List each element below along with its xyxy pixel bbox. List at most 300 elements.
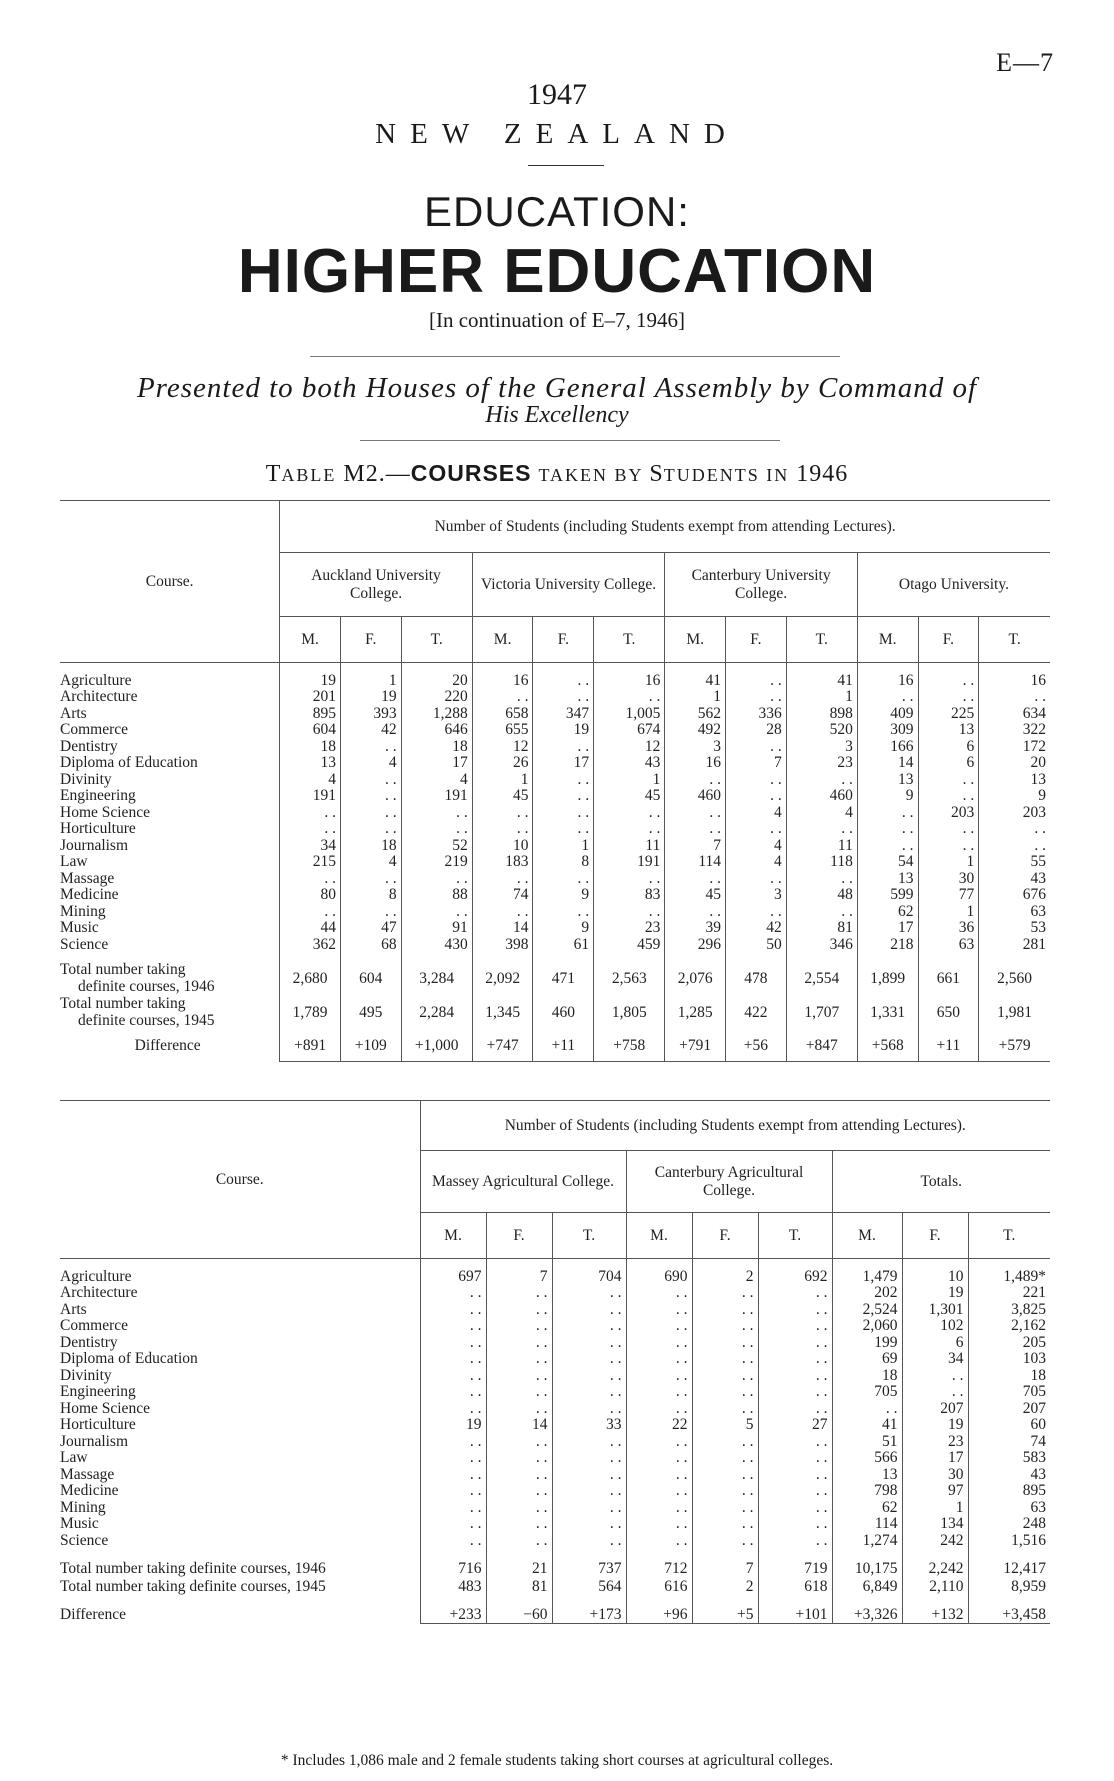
value-cell: 103 — [968, 1351, 1050, 1368]
table-row — [60, 937, 1050, 954]
value-cell: 676 — [979, 887, 1050, 904]
value-cell: 520 — [786, 722, 857, 739]
table-row — [60, 1434, 1050, 1451]
table-row — [60, 904, 1050, 921]
summary-value: +747 — [472, 1029, 533, 1062]
spacer-cell — [340, 953, 401, 961]
value-cell: 53 — [979, 920, 1050, 937]
value-cell: 6 — [918, 739, 979, 756]
value-cell: . . — [692, 1533, 758, 1550]
value-cell: 460 — [665, 788, 726, 805]
column-header-f: F. — [918, 617, 979, 663]
table-row — [60, 1417, 1050, 1434]
table-title-rest: TAKEN BY — [538, 465, 650, 485]
spacer-row — [60, 953, 1050, 961]
value-cell: 203 — [918, 805, 979, 822]
spacer-cell — [626, 1595, 692, 1605]
column-header-t: T. — [758, 1213, 832, 1259]
summary-value: +233 — [420, 1605, 486, 1624]
summary-value: 81 — [486, 1577, 552, 1595]
value-cell: . . — [692, 1285, 758, 1302]
spacer-cell — [758, 1259, 832, 1269]
summary-value: +568 — [857, 1029, 918, 1062]
spacer-cell — [340, 663, 401, 673]
table-row — [60, 854, 1050, 871]
value-cell: 45 — [472, 788, 533, 805]
footnote: * Includes 1,086 male and 2 female students taking short courses at agricultural colleges. — [280, 1752, 834, 1769]
college-header: Auckland University College. — [280, 553, 473, 617]
value-cell: 191 — [401, 788, 472, 805]
value-cell: . . — [594, 871, 665, 888]
spacer-cell — [60, 1549, 420, 1559]
spacer-cell — [692, 1595, 758, 1605]
course-name: Arts — [60, 704, 87, 722]
summary-value: +847 — [786, 1029, 857, 1062]
spacer-cell — [786, 953, 857, 961]
spacer-cell — [60, 1595, 420, 1605]
course-name: Horticulture — [60, 1416, 136, 1434]
summary-value: 2,680 — [280, 961, 341, 995]
value-cell: . . — [857, 838, 918, 855]
value-cell: 225 — [918, 706, 979, 723]
value-cell: . . — [533, 739, 594, 756]
spacer-cell — [420, 1549, 486, 1559]
value-cell: 74 — [472, 887, 533, 904]
value-cell: 80 — [280, 887, 341, 904]
value-cell: 704 — [552, 1269, 626, 1286]
value-cell: 63 — [968, 1500, 1050, 1517]
table-row — [60, 1351, 1050, 1368]
value-cell: 4 — [726, 838, 787, 855]
college-header: Totals. — [832, 1151, 1050, 1213]
value-cell: . . — [626, 1335, 692, 1352]
value-cell: 11 — [594, 838, 665, 855]
value-cell: . . — [486, 1351, 552, 1368]
value-cell: . . — [692, 1450, 758, 1467]
spacer-row — [60, 1595, 1050, 1605]
value-cell: 10 — [472, 838, 533, 855]
value-cell: . . — [552, 1335, 626, 1352]
value-cell: 23 — [594, 920, 665, 937]
value-cell: . . — [692, 1467, 758, 1484]
value-cell: 166 — [857, 739, 918, 756]
value-cell: . . — [626, 1500, 692, 1517]
value-cell: . . — [626, 1434, 692, 1451]
value-cell: . . — [979, 838, 1050, 855]
value-cell: 36 — [918, 920, 979, 937]
spacer-row — [60, 1259, 1050, 1269]
value-cell: . . — [340, 739, 401, 756]
value-cell: . . — [758, 1351, 832, 1368]
summary-label — [60, 995, 280, 1029]
table-title-year: 1946 — [796, 461, 849, 487]
value-cell: . . — [420, 1351, 486, 1368]
value-cell: 42 — [340, 722, 401, 739]
value-cell: . . — [280, 871, 341, 888]
value-cell: . . — [692, 1318, 758, 1335]
value-cell: 51 — [832, 1434, 902, 1451]
course-name: Diploma of Education — [60, 754, 198, 772]
spacer-cell — [420, 1259, 486, 1269]
value-cell: 34 — [280, 838, 341, 855]
table-title-prefix-cap: T — [265, 461, 282, 487]
course-name: Horticulture — [60, 820, 136, 838]
value-cell: . . — [420, 1500, 486, 1517]
value-cell: . . — [758, 1335, 832, 1352]
value-cell: 30 — [902, 1467, 968, 1484]
value-cell: . . — [692, 1302, 758, 1319]
value-cell: 1,005 — [594, 706, 665, 723]
column-header-m: M. — [857, 617, 918, 663]
value-cell: 62 — [857, 904, 918, 921]
value-cell: 8 — [533, 854, 594, 871]
spacer-cell — [979, 953, 1050, 961]
summary-label — [60, 961, 280, 995]
table-row — [60, 1401, 1050, 1418]
value-cell: . . — [340, 871, 401, 888]
value-cell: 34 — [902, 1351, 968, 1368]
summary-value: 618 — [758, 1577, 832, 1595]
value-cell: . . — [979, 689, 1050, 706]
value-cell: 60 — [968, 1417, 1050, 1434]
column-header-m: M. — [472, 617, 533, 663]
value-cell: . . — [665, 904, 726, 921]
value-cell: . . — [726, 821, 787, 838]
table-row — [60, 920, 1050, 937]
value-cell: 13 — [832, 1467, 902, 1484]
value-cell: 17 — [533, 755, 594, 772]
summary-value: 8,959 — [968, 1577, 1050, 1595]
value-cell: 1 — [594, 772, 665, 789]
value-cell: 63 — [979, 904, 1050, 921]
column-header-m: M. — [665, 617, 726, 663]
summary-value: 1,331 — [857, 995, 918, 1029]
spacer-cell — [832, 1549, 902, 1559]
value-cell: 8 — [340, 887, 401, 904]
value-cell: . . — [626, 1401, 692, 1418]
value-cell: . . — [420, 1516, 486, 1533]
value-cell: 17 — [902, 1450, 968, 1467]
summary-label-line: definite courses, 1946 — [78, 978, 215, 995]
value-cell: 281 — [979, 937, 1050, 954]
spacer-cell — [552, 1259, 626, 1269]
summary-value: 2,560 — [979, 961, 1050, 995]
value-cell: 16 — [472, 673, 533, 690]
table-row — [60, 706, 1050, 723]
value-cell: . . — [726, 772, 787, 789]
table-row — [60, 1483, 1050, 1500]
summary-value: +1,000 — [401, 1029, 472, 1062]
value-cell: . . — [486, 1533, 552, 1550]
value-cell: 102 — [902, 1318, 968, 1335]
value-cell: . . — [665, 805, 726, 822]
course-name: Architecture — [60, 688, 138, 706]
value-cell: 41 — [832, 1417, 902, 1434]
spacer-cell — [552, 1549, 626, 1559]
value-cell: . . — [472, 689, 533, 706]
value-cell: . . — [340, 788, 401, 805]
value-cell: . . — [533, 871, 594, 888]
value-cell: 17 — [401, 755, 472, 772]
summary-label: Total number taking definite courses, 1945 — [60, 1577, 326, 1595]
value-cell: . . — [533, 673, 594, 690]
value-cell: 16 — [979, 673, 1050, 690]
value-cell: 43 — [979, 871, 1050, 888]
summary-value: 661 — [918, 961, 979, 995]
spacer-cell — [533, 953, 594, 961]
spacer-cell — [968, 1595, 1050, 1605]
column-header-m: M. — [280, 617, 341, 663]
value-cell: . . — [902, 1384, 968, 1401]
course-name: Architecture — [60, 1284, 138, 1302]
value-cell: . . — [472, 805, 533, 822]
value-cell: . . — [280, 805, 341, 822]
value-cell: 23 — [786, 755, 857, 772]
table-row — [60, 887, 1050, 904]
value-cell: 11 — [786, 838, 857, 855]
table-row — [60, 689, 1050, 706]
column-header-t: T. — [786, 617, 857, 663]
value-cell: 3,825 — [968, 1302, 1050, 1319]
value-cell: 191 — [594, 854, 665, 871]
table-row — [60, 772, 1050, 789]
value-cell: . . — [420, 1302, 486, 1319]
value-cell: . . — [726, 689, 787, 706]
summary-value: 471 — [533, 961, 594, 995]
spacer-cell — [280, 663, 341, 673]
value-cell: . . — [594, 904, 665, 921]
course-name: Dentistry — [60, 737, 118, 755]
value-cell: 20 — [979, 755, 1050, 772]
presented-line: Presented to both Houses of the General Assembly by Command of — [136, 372, 978, 404]
value-cell: 566 — [832, 1450, 902, 1467]
table-title — [0, 460, 1114, 488]
value-cell: . . — [857, 805, 918, 822]
value-cell: 12 — [594, 739, 665, 756]
value-cell: 28 — [726, 722, 787, 739]
summary-value: +891 — [280, 1029, 341, 1062]
summary-value: 3,284 — [401, 961, 472, 995]
column-header-t: T. — [594, 617, 665, 663]
summary-value: 719 — [758, 1559, 832, 1577]
table-university-colleges — [60, 500, 1050, 1062]
value-cell: . . — [420, 1434, 486, 1451]
course-name: Arts — [60, 1300, 87, 1318]
value-cell: . . — [726, 788, 787, 805]
summary-value: 1,345 — [472, 995, 533, 1029]
value-cell: . . — [533, 689, 594, 706]
value-cell: 1,301 — [902, 1302, 968, 1319]
value-cell: 362 — [280, 937, 341, 954]
value-cell: . . — [918, 788, 979, 805]
summary-value: 712 — [626, 1559, 692, 1577]
value-cell: 18 — [401, 739, 472, 756]
value-cell: 30 — [918, 871, 979, 888]
summary-value: 616 — [626, 1577, 692, 1595]
table-row — [60, 755, 1050, 772]
value-cell: . . — [692, 1351, 758, 1368]
column-header-f: F. — [340, 617, 401, 663]
value-cell: 692 — [758, 1269, 832, 1286]
summary-value: 2,242 — [902, 1559, 968, 1577]
value-cell: 10 — [902, 1269, 968, 1286]
value-cell: 690 — [626, 1269, 692, 1286]
summary-value: +758 — [594, 1029, 665, 1062]
value-cell: . . — [594, 821, 665, 838]
spacer-cell — [726, 663, 787, 673]
summary-value: 650 — [918, 995, 979, 1029]
document-title: HIGHER EDUCATION — [237, 237, 877, 306]
excellency-line: His Excellency — [485, 402, 629, 428]
spacer-cell — [786, 663, 857, 673]
spacer-cell — [552, 1595, 626, 1605]
number-header: Number of Students (including Students exempt from attending Lectures). — [280, 501, 1050, 553]
table-row — [60, 1318, 1050, 1335]
value-cell: 1 — [918, 854, 979, 871]
table-row — [60, 1467, 1050, 1484]
course-name: Agriculture — [60, 1267, 132, 1285]
value-cell: 248 — [968, 1516, 1050, 1533]
course-name: Mining — [60, 1498, 106, 1516]
column-header-t: T. — [401, 617, 472, 663]
course-name: Massage — [60, 1465, 115, 1483]
series-title: EDUCATION: — [424, 188, 690, 235]
summary-value: 10,175 — [832, 1559, 902, 1577]
value-cell: 27 — [758, 1417, 832, 1434]
summary-value: 460 — [533, 995, 594, 1029]
summary-row — [60, 1559, 1050, 1577]
value-cell: . . — [486, 1467, 552, 1484]
spacer-cell — [420, 1595, 486, 1605]
spacer-cell — [902, 1595, 968, 1605]
summary-value: +3,458 — [968, 1605, 1050, 1624]
value-cell: 4 — [401, 772, 472, 789]
divider — [310, 356, 840, 357]
value-cell: 201 — [280, 689, 341, 706]
value-cell: 81 — [786, 920, 857, 937]
spacer-cell — [832, 1595, 902, 1605]
value-cell: 13 — [857, 772, 918, 789]
summary-value: 6,849 — [832, 1577, 902, 1595]
value-cell: 242 — [902, 1533, 968, 1550]
table-agricultural-colleges-totals — [60, 1100, 1050, 1624]
value-cell: . . — [918, 673, 979, 690]
value-cell: . . — [552, 1384, 626, 1401]
value-cell: 13 — [979, 772, 1050, 789]
summary-value: 716 — [420, 1559, 486, 1577]
spacer-cell — [533, 663, 594, 673]
divider — [528, 165, 604, 166]
value-cell: 2 — [692, 1269, 758, 1286]
course-name: Divinity — [60, 770, 112, 788]
column-header-f: F. — [902, 1213, 968, 1259]
value-cell: 14 — [472, 920, 533, 937]
course-header: Course. — [60, 501, 280, 663]
value-cell: 19 — [533, 722, 594, 739]
value-cell: 3 — [786, 739, 857, 756]
value-cell: 19 — [280, 673, 341, 690]
summary-value: 21 — [486, 1559, 552, 1577]
value-cell: . . — [552, 1500, 626, 1517]
table-title-bold: COURSES — [410, 460, 532, 486]
value-cell: 97 — [902, 1483, 968, 1500]
value-cell: 1 — [902, 1500, 968, 1517]
value-cell: . . — [758, 1467, 832, 1484]
value-cell: 205 — [968, 1335, 1050, 1352]
value-cell: 4 — [340, 755, 401, 772]
summary-value: +173 — [552, 1605, 626, 1624]
value-cell: 18 — [280, 739, 341, 756]
value-cell: . . — [665, 871, 726, 888]
table-row — [60, 722, 1050, 739]
spacer-cell — [726, 953, 787, 961]
summary-value: 2,092 — [472, 961, 533, 995]
spacer-cell — [665, 953, 726, 961]
spacer-row — [60, 1549, 1050, 1559]
spacer-cell — [594, 953, 665, 961]
value-cell: 16 — [594, 673, 665, 690]
value-cell: . . — [420, 1450, 486, 1467]
course-name: Commerce — [60, 721, 129, 739]
value-cell: 14 — [857, 755, 918, 772]
value-cell: . . — [692, 1516, 758, 1533]
spacer-cell — [401, 663, 472, 673]
value-cell: . . — [486, 1335, 552, 1352]
summary-value: 2,284 — [401, 995, 472, 1029]
value-cell: . . — [626, 1368, 692, 1385]
value-cell: 43 — [594, 755, 665, 772]
spacer-cell — [968, 1549, 1050, 1559]
value-cell: 1,516 — [968, 1533, 1050, 1550]
value-cell: 219 — [401, 854, 472, 871]
value-cell: 114 — [832, 1516, 902, 1533]
table-row — [60, 1384, 1050, 1401]
summary-value: 564 — [552, 1577, 626, 1595]
value-cell: . . — [786, 871, 857, 888]
value-cell: 634 — [979, 706, 1050, 723]
table-title-number: M2.— — [343, 461, 411, 487]
divider — [360, 440, 780, 441]
page-reference: E—7 — [996, 48, 1054, 77]
spacer-cell — [857, 953, 918, 961]
summary-value: 483 — [420, 1577, 486, 1595]
value-cell: . . — [758, 1384, 832, 1401]
course-name: Home Science — [60, 803, 150, 821]
course-name: Music — [60, 919, 99, 937]
course-name: Medicine — [60, 1482, 119, 1500]
value-cell: 215 — [280, 854, 341, 871]
spacer-cell — [60, 953, 280, 961]
value-cell: . . — [758, 1302, 832, 1319]
value-cell: . . — [533, 904, 594, 921]
value-cell: 50 — [726, 937, 787, 954]
value-cell: 2,162 — [968, 1318, 1050, 1335]
column-header-m: M. — [832, 1213, 902, 1259]
value-cell: . . — [420, 1384, 486, 1401]
value-cell: 202 — [832, 1285, 902, 1302]
value-cell: 604 — [280, 722, 341, 739]
table-row — [60, 1269, 1050, 1286]
summary-label-line: definite courses, 1945 — [78, 1012, 215, 1029]
value-cell: . . — [594, 689, 665, 706]
value-cell: . . — [758, 1285, 832, 1302]
course-header: Course. — [60, 1101, 420, 1259]
value-cell: . . — [902, 1368, 968, 1385]
summary-value: 7 — [692, 1559, 758, 1577]
value-cell: 62 — [832, 1500, 902, 1517]
value-cell: 4 — [340, 854, 401, 871]
value-cell: . . — [486, 1516, 552, 1533]
